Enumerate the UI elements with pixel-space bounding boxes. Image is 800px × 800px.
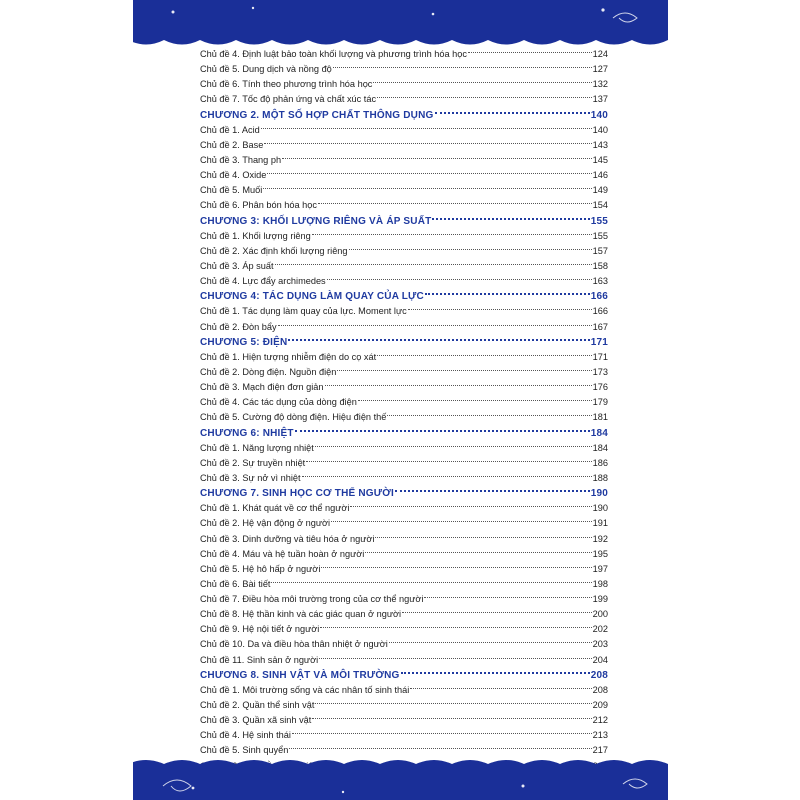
dot-leader — [278, 311, 592, 326]
topic-title: Chủ đề 4. Lực đẩy archimedes — [200, 276, 326, 287]
page-number: 166 — [592, 306, 608, 317]
page-number: 184 — [592, 442, 608, 453]
dot-leader — [318, 189, 592, 204]
topic-title: Chủ đề 1. Acid — [200, 124, 260, 135]
topic-title: Chủ đề 2. Hệ vận động ở người — [200, 518, 331, 529]
topic-title: Chủ đề 1. Tác dụng làm quay của lực. Moment lực — [200, 306, 407, 317]
topic-title: Chủ đề 3. Thang ph — [200, 154, 282, 165]
page-number: 200 — [592, 609, 608, 620]
topic-title: Chủ đề 1. Khát quát về cơ thể người — [200, 503, 350, 514]
page-number: 181 — [592, 412, 608, 423]
dot-leader — [282, 144, 592, 159]
dot-leader — [408, 295, 592, 310]
topic-title: Chủ đề 10. Da và điều hòa thân nhiệt ở người — [200, 639, 388, 650]
dot-leader — [325, 371, 592, 386]
topic-title: Chủ đề 3. Áp suất — [200, 260, 274, 271]
dot-leader — [315, 432, 592, 447]
page-number: 204 — [592, 654, 608, 665]
page-number: 166 — [590, 291, 608, 303]
page-number: 132 — [592, 79, 608, 90]
dot-leader — [302, 462, 592, 477]
dot-leader — [432, 205, 589, 220]
page-number: 188 — [592, 472, 608, 483]
dot-leader — [410, 674, 591, 689]
topic-title: Chủ đề 9. Hệ nội tiết ở người — [200, 624, 320, 635]
topic-title: Chủ đề 2. Xác định khối lượng riêng — [200, 245, 348, 256]
page-number: 146 — [592, 170, 608, 181]
dot-leader — [333, 53, 592, 68]
topic-title: Chủ đề 2. Base — [200, 139, 264, 150]
dot-leader — [395, 477, 590, 492]
topic-title: Chủ đề 6. Bài tiết — [200, 578, 271, 589]
topic-title: Chủ đề 5. Hệ hô hấp ở người — [200, 563, 321, 574]
page-number: 157 — [592, 245, 608, 256]
page-number: 143 — [592, 139, 608, 150]
topic-title: Chủ đề 6. Phân bón hóa học — [200, 200, 317, 211]
topic-title: Chủ đề 4. Hệ sinh thái — [200, 730, 291, 741]
page-number: 195 — [592, 548, 608, 559]
dot-leader — [389, 628, 592, 643]
topic-title: Chủ đề 1. Năng lượng nhiệt — [200, 442, 314, 453]
page-number: 140 — [592, 124, 608, 135]
dot-leader — [264, 129, 591, 144]
dot-leader — [321, 553, 591, 568]
table-of-contents — [200, 42, 608, 799]
topic-title: Chủ đề 2. Đòn bẩy — [200, 321, 277, 332]
dot-leader — [306, 447, 591, 462]
topic-title: Chủ đề 5. Cường độ dòng điện. Hiệu điện thế — [200, 412, 387, 423]
dot-leader — [267, 159, 591, 174]
topic-title: Chủ đề 7. Tốc độ phản ứng và chất xúc tác — [200, 94, 377, 105]
topic-title: Chủ đề 11. Sinh sản ở người — [200, 654, 319, 665]
page-number: 209 — [592, 700, 608, 711]
dot-leader — [331, 507, 592, 522]
dot-leader — [263, 174, 591, 189]
dot-leader — [288, 326, 589, 341]
page-number: 176 — [592, 382, 608, 393]
page-number: 167 — [592, 321, 608, 332]
page-number: 208 — [590, 669, 608, 681]
chapter-title: CHƯƠNG 2. MỘT SỐ HỢP CHẤT THÔNG DỤNG — [200, 109, 434, 121]
page-number: 198 — [592, 578, 608, 589]
page-number: 171 — [590, 336, 608, 348]
dot-leader — [373, 68, 591, 83]
dot-leader — [377, 83, 592, 98]
dot-leader — [365, 538, 591, 553]
dot-leader — [402, 598, 592, 613]
topic-title: Chủ đề 5. Dung dịch và nồng độ — [200, 64, 332, 75]
topic-title: Chủ đề 3. Sự nở vì nhiệt — [200, 472, 301, 483]
dot-leader — [349, 235, 592, 250]
topic-title: Chủ đề 5. Sinh quyển — [200, 745, 289, 756]
chapter-title: CHƯƠNG 8. SINH VẬT VÀ MÔI TRƯỜNG — [200, 669, 400, 681]
topic-title: Chủ đề 4. Máu và hệ tuần hoàn ở người — [200, 548, 365, 559]
topic-title: Chủ đề 7. Điều hòa môi trường trong của cơ thể người — [200, 594, 424, 605]
dot-leader — [312, 704, 591, 719]
dot-leader — [289, 734, 591, 749]
topic-title: Chủ đề 4. Định luật bảo toàn khối lượng và phương trình hóa học — [200, 49, 467, 59]
page-number: 171 — [592, 351, 608, 362]
topic-title: Chủ đề 6. Tính theo phương trình hóa học — [200, 79, 373, 90]
chapter-title: CHƯƠNG 6: NHIỆT — [200, 427, 294, 439]
page-number: 213 — [592, 730, 608, 741]
page-number: 173 — [592, 366, 608, 377]
page-number: 190 — [590, 488, 608, 500]
chapter-title: CHƯƠNG 4: TÁC DỤNG LÀM QUAY CỦA LỰC — [200, 291, 424, 303]
dot-leader — [375, 523, 591, 538]
topic-title: Chủ đề 2. Sự truyền nhiệt — [200, 457, 306, 468]
dot-leader — [425, 280, 590, 295]
chapter-title: CHƯƠNG 3: KHỐI LƯỢNG RIÊNG VÀ ÁP SUẤT — [200, 215, 432, 227]
topic-title: Chủ đề 3. Mạch điện đơn giản — [200, 382, 324, 393]
page-number: 203 — [592, 639, 608, 650]
book-page — [133, 0, 668, 800]
page-number: 163 — [592, 276, 608, 287]
topic-title: Chủ đề 8. Hệ thần kinh và các giác quan ở người — [200, 609, 402, 620]
dot-leader — [271, 568, 591, 583]
topic-title: Chủ đề 4. Các tác dụng của dòng điện — [200, 397, 357, 408]
dot-leader — [435, 99, 590, 114]
dot-leader — [315, 689, 591, 704]
page-number: 190 — [592, 503, 608, 514]
page-number: 208 — [592, 684, 608, 695]
page-number: 184 — [590, 427, 608, 439]
topic-title: Chủ đề 4. Oxide — [200, 170, 267, 181]
page-number: 145 — [592, 154, 608, 165]
dot-leader — [261, 114, 592, 129]
page-number: 179 — [592, 397, 608, 408]
page-number: 155 — [592, 230, 608, 241]
page-number: 199 — [592, 594, 608, 605]
topic-title: Chủ đề 2. Quần thể sinh vật — [200, 700, 315, 711]
chapter-title: CHƯƠNG 5: ĐIỆN — [200, 336, 288, 348]
topic-title: Chủ đề 3. Dinh dưỡng và tiêu hóa ở người — [200, 533, 375, 544]
page-number: 212 — [592, 715, 608, 726]
topic-title: Chủ đề 3. Quần xã sinh vật — [200, 715, 312, 726]
dot-leader — [327, 265, 592, 280]
page-number: 140 — [590, 109, 608, 121]
topic-title: Chủ đề 5. Muối — [200, 185, 263, 196]
page-number: 155 — [590, 215, 608, 227]
page-number: 158 — [592, 260, 608, 271]
chapter-title: CHƯƠNG 7. SINH HỌC CƠ THỂ NGƯỜI — [200, 488, 394, 500]
dot-leader — [295, 417, 590, 432]
topic-title: Chủ đề 1. Hiện tượng nhiễm điện do cọ xát — [200, 351, 377, 362]
dot-leader — [377, 341, 592, 356]
page-number: 217 — [592, 745, 608, 756]
dot-leader — [275, 250, 592, 265]
dot-leader — [320, 613, 591, 628]
dot-leader — [358, 386, 592, 401]
page-number: 137 — [592, 94, 608, 105]
topic-title: Chủ đề 1. Môi trường sống và các nhân tố sinh thái — [200, 684, 410, 695]
dot-leader — [350, 492, 591, 507]
page-number: 127 — [592, 64, 608, 75]
dot-leader — [337, 356, 591, 371]
dot-leader — [312, 220, 592, 235]
page-number: 202 — [592, 624, 608, 635]
page-number: 154 — [592, 200, 608, 211]
dot-leader — [401, 659, 590, 674]
dot-leader — [468, 38, 592, 53]
dot-leader — [292, 719, 592, 734]
page-number: 124 — [592, 49, 608, 59]
page-number: 192 — [592, 533, 608, 544]
page-number: 191 — [592, 518, 608, 529]
dot-leader — [424, 583, 591, 598]
page-number: 186 — [592, 457, 608, 468]
dot-leader — [319, 644, 592, 659]
topic-title: Chủ đề 1. Khối lượng riêng — [200, 230, 311, 241]
page-number: 197 — [592, 563, 608, 574]
topic-title: Chủ đề 2. Dòng điện. Nguồn điện — [200, 366, 337, 377]
bottom-wave-band — [133, 754, 668, 800]
dot-leader — [387, 401, 591, 416]
page-number: 149 — [592, 185, 608, 196]
